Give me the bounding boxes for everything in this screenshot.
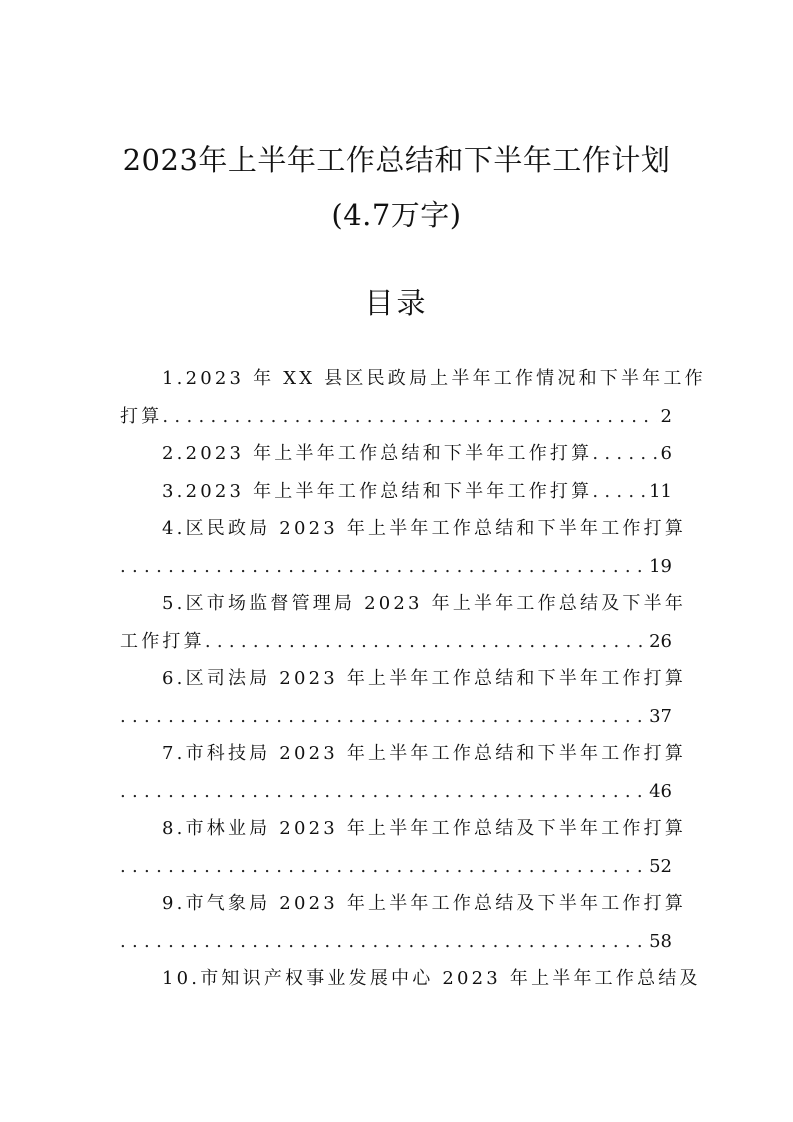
toc-title: 2023 年上半年工作总结和下半年工作打算 bbox=[185, 443, 593, 464]
toc-number: 2. bbox=[162, 443, 186, 464]
toc-title: 市科技局 2023 年上半年工作总结和下半年工作打算 bbox=[185, 743, 687, 764]
toc-number: 6. bbox=[162, 668, 186, 689]
toc-leader-dots bbox=[120, 704, 645, 730]
toc-page-number: 19 bbox=[649, 556, 672, 577]
toc-heading: 目录 bbox=[364, 286, 429, 320]
toc-page-number: 46 bbox=[649, 781, 672, 802]
toc-leader-dots bbox=[162, 404, 656, 430]
toc-title: 2023 年 XX 县区民政局上半年工作情况和下半年工作 bbox=[185, 368, 706, 389]
document-title: 2023年上半年工作总结和下半年工作计划 bbox=[122, 143, 671, 177]
toc-entry-8-cont[interactable] bbox=[120, 854, 672, 880]
toc-page-number: 6 bbox=[660, 443, 672, 464]
toc-number: 10. bbox=[162, 968, 201, 989]
toc-entry-5-cont[interactable] bbox=[120, 629, 672, 655]
toc-title: 市知识产权事业发展中心 2023 年上半年工作总结及 bbox=[200, 968, 701, 989]
toc-entry-4[interactable] bbox=[120, 516, 687, 542]
toc-leader-dots bbox=[120, 929, 645, 955]
toc-title: 市气象局 2023 年上半年工作总结及下半年工作打算 bbox=[185, 893, 687, 914]
toc-title-cont: 打算 bbox=[120, 406, 163, 427]
toc-entry-10[interactable] bbox=[120, 966, 701, 992]
toc-page-number: 52 bbox=[649, 856, 672, 877]
document-subtitle: (4.7万字) bbox=[331, 198, 462, 232]
toc-title: 2023 年上半年工作总结和下半年工作打算 bbox=[185, 481, 593, 502]
toc-entry-1[interactable] bbox=[120, 366, 706, 392]
toc-entry-6[interactable] bbox=[120, 666, 687, 692]
toc-page-number: 2 bbox=[660, 406, 672, 427]
toc-number: 9. bbox=[162, 893, 186, 914]
toc-entry-6-cont[interactable] bbox=[120, 704, 672, 730]
toc-number: 4. bbox=[162, 518, 186, 539]
toc-entry-7[interactable] bbox=[120, 741, 687, 767]
toc-leader-dots bbox=[120, 554, 645, 580]
toc-entry-8[interactable] bbox=[120, 816, 687, 842]
toc-title: 区司法局 2023 年上半年工作总结和下半年工作打算 bbox=[185, 668, 687, 689]
toc-leader-dots bbox=[592, 479, 645, 505]
toc-entry-9[interactable] bbox=[120, 891, 687, 917]
toc-title: 市林业局 2023 年上半年工作总结及下半年工作打算 bbox=[185, 818, 687, 839]
toc-page-number: 37 bbox=[649, 706, 672, 727]
toc-page-number: 58 bbox=[649, 931, 672, 952]
toc-entry-4-cont[interactable] bbox=[120, 554, 672, 580]
toc-page-number: 26 bbox=[649, 631, 672, 652]
toc-number: 7. bbox=[162, 743, 186, 764]
toc-entry-1-cont[interactable] bbox=[120, 404, 672, 430]
toc-entry-3[interactable] bbox=[120, 479, 672, 505]
toc-title-cont: 工作打算 bbox=[120, 631, 205, 652]
toc-page-number: 11 bbox=[649, 481, 672, 502]
toc-title: 区民政局 2023 年上半年工作总结和下半年工作打算 bbox=[185, 518, 687, 539]
toc-number: 5. bbox=[162, 593, 186, 614]
toc-leader-dots bbox=[592, 441, 656, 467]
toc-entry-9-cont[interactable] bbox=[120, 929, 672, 955]
toc-number: 1. bbox=[162, 368, 186, 389]
toc-title: 区市场监督管理局 2023 年上半年工作总结及下半年 bbox=[185, 593, 687, 614]
toc-leader-dots bbox=[120, 854, 645, 880]
toc-leader-dots bbox=[120, 779, 645, 805]
toc-number: 3. bbox=[162, 481, 186, 502]
toc-number: 8. bbox=[162, 818, 186, 839]
toc-entry-2[interactable] bbox=[120, 441, 672, 467]
toc-entry-7-cont[interactable] bbox=[120, 779, 672, 805]
toc-leader-dots bbox=[205, 629, 645, 655]
toc-entry-5[interactable] bbox=[120, 591, 687, 617]
